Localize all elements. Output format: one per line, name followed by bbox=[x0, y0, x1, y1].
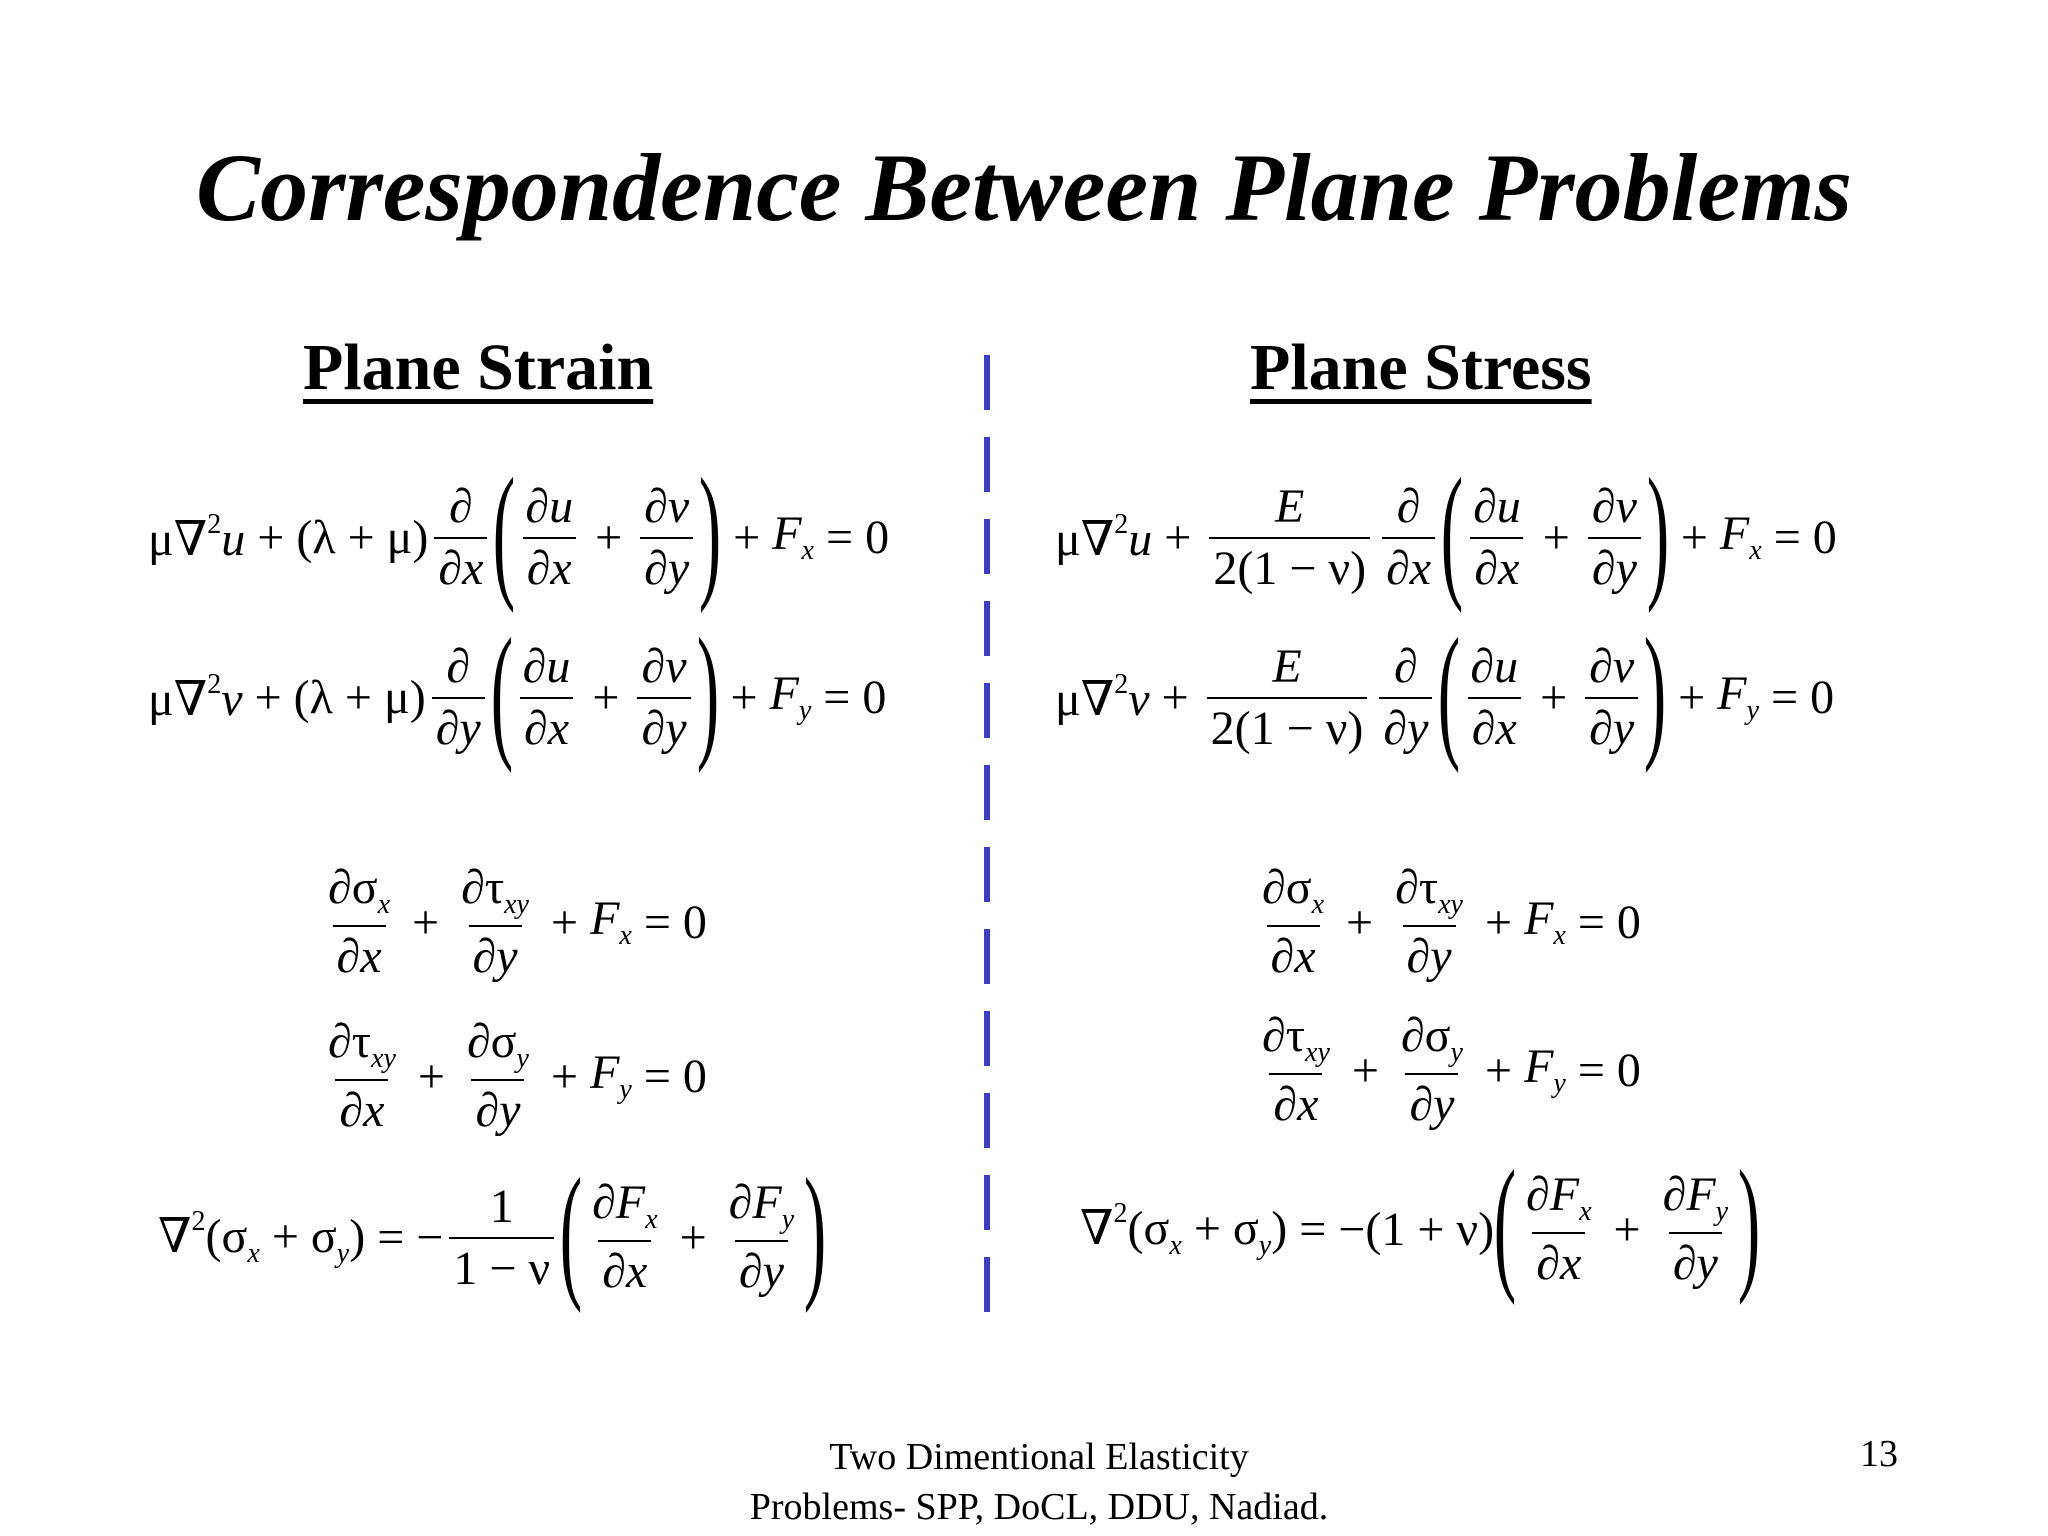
slide-footer bbox=[0, 1432, 2048, 1532]
footer-line-2: Problems- SPP, DoCL, DDU, Nadiad. bbox=[749, 1486, 1329, 1528]
heading-plane-stress: Plane Stress bbox=[1250, 331, 1592, 404]
equation-strain-navier-y: μ∇$^2$v + (λ + μ) $\frac{\partial}{\partial y}$ ( $\frac{\partial u}{\partial x}$ + $\frac{\partial v}{\partial y}$ ) + $F_y$ = 0 bbox=[148, 608, 887, 774]
equation-stress-equilibrium-y: $\frac{\partial\tau_{xy}}{\partial x}$ + $\frac{\partial\sigma_y}{\partial y}$ + $F_y$ = 0 bbox=[1262, 1009, 1641, 1131]
equation-strain-equilibrium-y: $\frac{\partial\tau_{xy}}{\partial x}$ + $\frac{\partial\sigma_y}{\partial y}$ + $F_y$ = 0 bbox=[328, 1015, 707, 1137]
equation-stress-navier-y: μ∇$^2$v + $\frac{E}{2(1 - \nu)}$ $\frac{\partial}{\partial y}$ ( $\frac{\partial u}{\partial x}$ + $\frac{\partial v}{\partial y}$ ) + $F_y$ = 0 bbox=[1055, 608, 1835, 774]
equation-strain-navier-x: μ∇$^2$u + (λ + μ) $\frac{\partial}{\partial x}$ ( $\frac{\partial u}{\partial x}$ + $\frac{\partial v}{\partial y}$ ) + $F_x$ = 0 bbox=[148, 448, 890, 614]
equation-stress-equilibrium-x: $\frac{\partial\sigma_x}{\partial x}$ + $\frac{\partial\tau_{xy}}{\partial y}$ + $F_x$ = 0 bbox=[1262, 861, 1641, 983]
page-number: 13 bbox=[1860, 1433, 1898, 1475]
footer-line-1: Two Dimentional Elasticity bbox=[829, 1436, 1249, 1478]
slide-title: Correspondence Between Plane Problems bbox=[196, 134, 1852, 241]
column-divider bbox=[984, 355, 990, 1335]
heading-plane-strain: Plane Strain bbox=[303, 331, 654, 404]
equation-strain-compatibility: $\nabla^2(\sigma_x + \sigma_y)$ = − $\frac{1}{1 - \nu}$ ( $\frac{\partial F_x}{\partial x}$ + $\frac{\partial F_y}{\partial y}$ ) bbox=[158, 1148, 827, 1314]
equation-stress-compatibility: $\nabla^2(\sigma_x + \sigma_y)$ = −(1 + ν) ( $\frac{\partial F_x}{\partial x}$ + $\frac{\partial F_y}{\partial y}$ ) bbox=[1080, 1140, 1761, 1306]
equation-strain-equilibrium-x: $\frac{\partial\sigma_x}{\partial x}$ + $\frac{\partial\tau_{xy}}{\partial y}$ + $F_x$ = 0 bbox=[328, 861, 707, 983]
equation-stress-navier-x: μ∇$^2$u + $\frac{E}{2(1 - \nu)}$ $\frac{\partial}{\partial x}$ ( $\frac{\partial u}{\partial x}$ + $\frac{\partial v}{\partial y}$ ) + $F_x$ = 0 bbox=[1055, 448, 1837, 614]
